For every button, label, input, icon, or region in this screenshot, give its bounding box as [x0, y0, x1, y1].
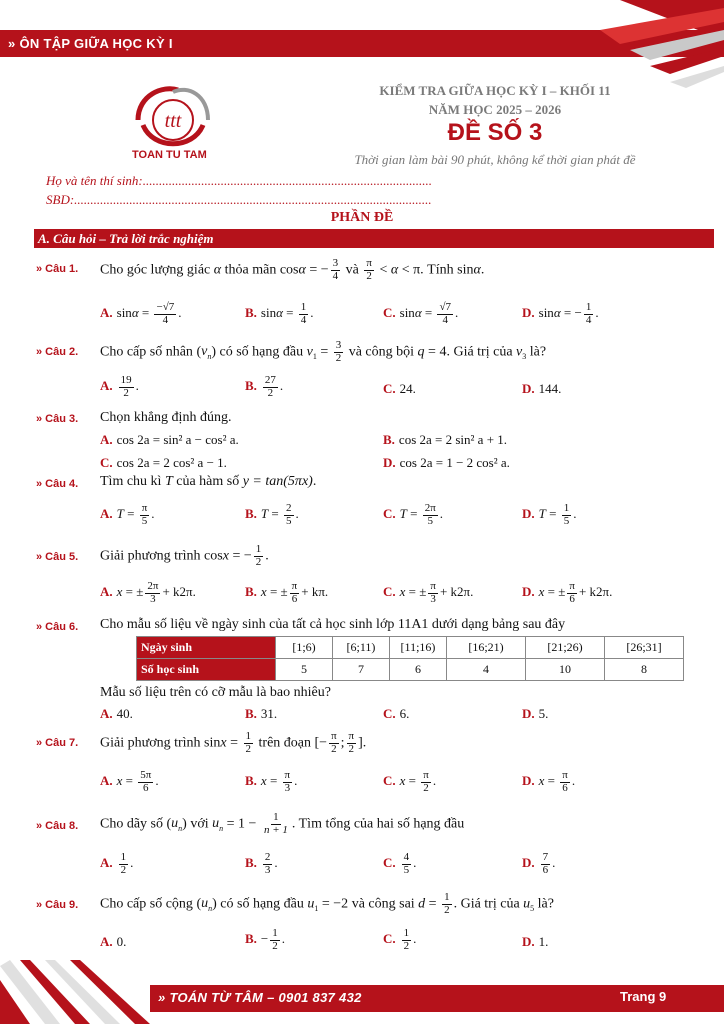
answer-option[interactable]: C. 6.: [383, 706, 410, 721]
table-cell: [6;11): [333, 637, 390, 659]
brand-logo-icon: [118, 80, 228, 160]
question-text: Cho góc lượng giác α thỏa mãn cosα = − $\frac{3}{4}$ và $\frac{\pi}{2}$ < α < π. Tính sinα.: [100, 257, 485, 282]
table-cell: [1;6): [276, 637, 333, 659]
table-cell: 5: [276, 659, 333, 681]
answer-option[interactable]: D. T = $\frac{1}{5}$ .: [522, 502, 577, 527]
table-header-cell: Số học sinh: [137, 659, 276, 681]
answer-option[interactable]: D. 144.: [522, 381, 562, 396]
exam-time: Thời gian làm bài 90 phút, không kể thời gian phát đề: [354, 152, 636, 167]
question-label: » Câu 9.: [36, 899, 79, 911]
question-followup: Mẫu số liệu trên có cỡ mẫu là bao nhiêu?: [100, 685, 331, 700]
question-text: Cho mẫu số liệu về ngày sinh của tất cả học sinh lớp 11A1 dưới dạng bảng sau đây: [100, 617, 566, 632]
answer-option[interactable]: D. $\frac{7}{6}$ .: [522, 851, 556, 876]
answer-option[interactable]: A. x = $\frac{5\pi}{6}$ .: [100, 769, 159, 794]
question-text: Cho dãy số $(u_n)$ với $u_n = 1$ − $\frac{1}{n + 1}$ . Tìm tổng của hai số hạng đầu: [100, 811, 465, 836]
question-text: Chọn khẳng định đúng.: [100, 410, 232, 425]
answer-option[interactable]: C. sinα = $\frac{√7}{4}$ .: [383, 301, 459, 326]
question-label: » Câu 5.: [36, 551, 79, 563]
question-label: » Câu 6.: [36, 621, 79, 633]
table-cell: 8: [605, 659, 684, 681]
answer-option[interactable]: A. $\frac{1}{2}$ .: [100, 851, 134, 876]
question-label: » Câu 1.: [36, 263, 79, 275]
table-cell: [11;16): [390, 637, 447, 659]
answer-option[interactable]: C. x = $\frac{\pi}{2}$ .: [383, 769, 437, 794]
answer-option[interactable]: D. x = ± $\frac{\pi}{6}$ + k2π.: [522, 580, 613, 605]
answer-option[interactable]: C. 24.: [383, 381, 416, 396]
student-id-field: SBD:..............................................................................................................: [46, 192, 432, 207]
table-cell: 4: [447, 659, 526, 681]
header-banner-label: » ÔN TẬP GIỮA HỌC KỲ I: [8, 36, 173, 51]
answer-option[interactable]: C. $\frac{1}{2}$ .: [383, 927, 417, 952]
answer-option[interactable]: A. x = ± $\frac{2\pi}{3}$ + k2π.: [100, 580, 196, 605]
answer-option[interactable]: B. x = ± $\frac{\pi}{6}$ + kπ.: [245, 580, 329, 605]
exam-number: ĐỀ SỐ 3: [447, 119, 543, 146]
question-label: » Câu 2.: [36, 346, 79, 358]
table-cell: 6: [390, 659, 447, 681]
question-text: Giải phương trình cosx = − $\frac{1}{2}$ .: [100, 543, 269, 568]
table-cell: [26;31]: [605, 637, 684, 659]
footer-contact: » TOÁN TỪ TÂM – 0901 837 432: [158, 990, 362, 1005]
answer-option[interactable]: B. − $\frac{1}{2}$ .: [245, 927, 286, 952]
answer-option[interactable]: D. cos 2a = 1 − 2 cos² a.: [383, 455, 510, 470]
brand-name: TOAN TU TAM: [132, 149, 207, 161]
exam-year: NĂM HỌC 2025 – 2026: [428, 102, 562, 117]
table-cell: 7: [333, 659, 390, 681]
answer-option[interactable]: C. T = $\frac{2\pi}{5}$ .: [383, 502, 444, 527]
question-text: Cho cấp số cộng $(u_n)$ có số hạng đầu $u_1 = -2$ và công sai d = $\frac{1}{2}$ . Giá trị của $u_5$ là?: [100, 891, 554, 916]
question-label: » Câu 7.: [36, 737, 79, 749]
answer-option[interactable]: B. sinα = $\frac{1}{4}$ .: [245, 301, 314, 326]
answer-option[interactable]: A. cos 2a = sin² a − cos² a.: [100, 432, 239, 447]
question-text: Tìm chu kì T của hàm số y = tan(5πx).: [100, 474, 317, 489]
table-cell: 10: [526, 659, 605, 681]
answer-option[interactable]: A. sinα = $\frac{-√7}{4}$ .: [100, 301, 182, 326]
question-label: » Câu 3.: [36, 413, 79, 425]
table-row: [137, 637, 684, 659]
answer-option[interactable]: B. cos 2a = 2 sin² a + 1.: [383, 432, 508, 447]
answer-option[interactable]: A. $\frac{19}{2}$ .: [100, 374, 139, 399]
exam-title: KIỂM TRA GIỮA HỌC KỲ I – KHỐI 11: [379, 83, 611, 98]
answer-option[interactable]: B. $\frac{2}{3}$ .: [245, 851, 278, 876]
answer-option[interactable]: B. T = $\frac{2}{5}$ .: [245, 502, 299, 527]
question-text: Cho cấp số nhân $(v_n)$ có số hạng đầu $v_1$ = $\frac{3}{2}$ và công bội q = 4. Giá trị của $v_3$ là?: [100, 339, 547, 364]
answer-option[interactable]: A. 40.: [100, 706, 133, 721]
page-number: Trang 9: [620, 989, 667, 1004]
answer-option[interactable]: C. x = ± $\frac{\pi}{3}$ + k2π.: [383, 580, 474, 605]
answer-option[interactable]: D. 1.: [522, 934, 549, 949]
table-cell: [21;26): [526, 637, 605, 659]
table-row: [137, 659, 684, 681]
answer-option[interactable]: D. 5.: [522, 706, 549, 721]
answer-option[interactable]: D. x = $\frac{\pi}{6}$ .: [522, 769, 576, 794]
answer-option[interactable]: B. $\frac{27}{2}$ .: [245, 374, 284, 399]
question-label: » Câu 8.: [36, 820, 79, 832]
student-name-field: Họ và tên thí sinh:.........................................................................................: [46, 173, 433, 188]
table-header-cell: Ngày sinh: [137, 637, 276, 659]
question-text: Giải phương trình sinx = $\frac{1}{2}$ trên đoạn [− $\frac{\pi}{2}$ ; $\frac{\pi}{2}$ ].: [100, 730, 367, 755]
answer-option[interactable]: C. $\frac{4}{5}$ .: [383, 851, 417, 876]
answer-option[interactable]: C. cos 2a = 2 cos² a − 1.: [100, 455, 227, 470]
section-title: PHẦN ĐỀ: [330, 210, 394, 225]
question-label: » Câu 4.: [36, 478, 79, 490]
answer-option[interactable]: B. x = $\frac{\pi}{3}$ .: [245, 769, 298, 794]
svg-text:ttt: ttt: [164, 110, 182, 132]
answer-option[interactable]: A. 0.: [100, 934, 127, 949]
part-a-label: A. Câu hỏi – Trả lời trắc nghiệm: [38, 231, 214, 246]
table-cell: [16;21): [447, 637, 526, 659]
answer-option[interactable]: B. 31.: [245, 706, 278, 721]
answer-option[interactable]: A. T = $\frac{\pi}{5}$ .: [100, 502, 155, 527]
birthday-data-table: [136, 636, 684, 681]
answer-option[interactable]: D. sinα = − $\frac{1}{4}$ .: [522, 301, 599, 326]
